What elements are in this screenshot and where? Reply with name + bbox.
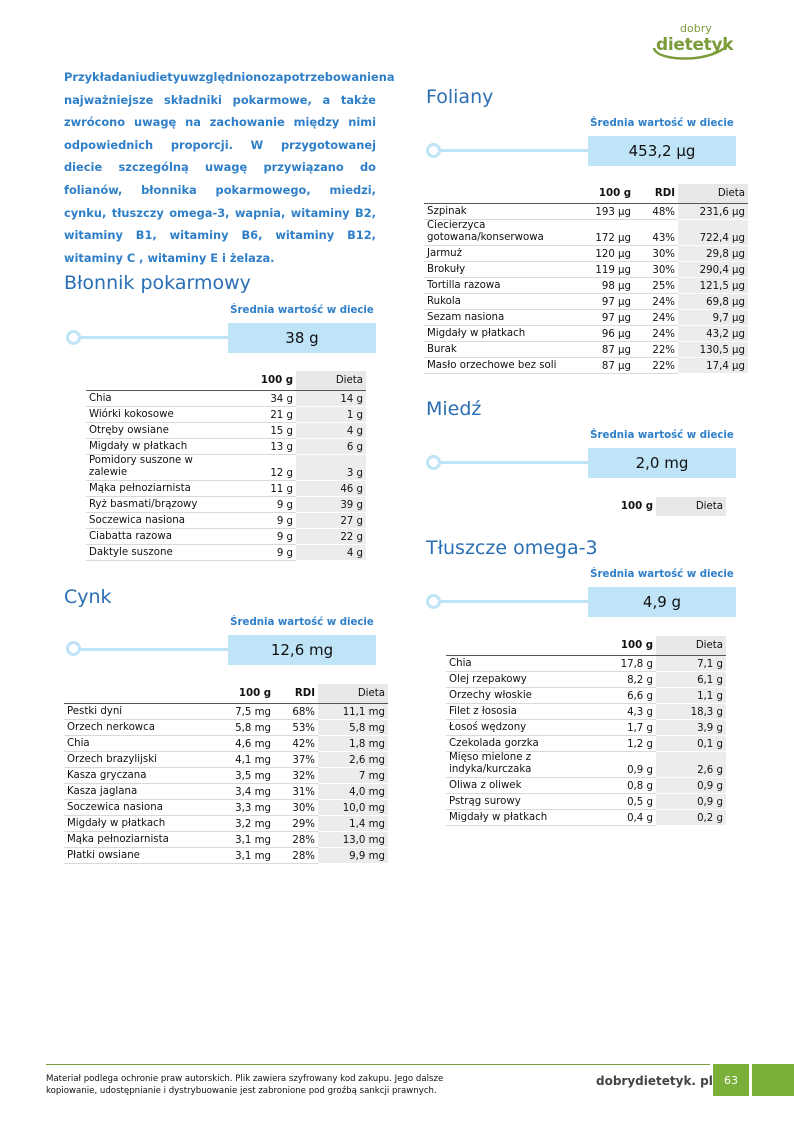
dieta-value-cell: 14 g — [296, 390, 366, 406]
table-row — [64, 831, 388, 847]
table-row — [64, 767, 388, 783]
value-bar-circle — [426, 455, 441, 470]
table-omega — [446, 636, 726, 826]
col-100g-header: 100 g — [620, 501, 653, 512]
dieta-value-cell: 69,8 µg — [678, 293, 748, 309]
dieta-value-cell: 17,4 µg — [678, 357, 748, 373]
col-dieta-header: Dieta — [678, 184, 748, 203]
value-100g-cell: 9 g — [226, 544, 296, 560]
food-name-cell: Ciecierzyca gotowana/konserwowa — [424, 219, 564, 245]
dieta-value-cell: 231,6 µg — [678, 203, 748, 219]
value-bar-circle — [66, 641, 81, 656]
food-name-cell: Chia — [86, 390, 226, 406]
rdi-cell: 30% — [634, 261, 678, 277]
value-bar-line — [434, 149, 594, 152]
food-name-cell: Łosoś wędzony — [446, 719, 586, 735]
food-name-cell: Wiórki kokosowe — [86, 406, 226, 422]
value-bar-circle — [426, 594, 441, 609]
dieta-value-cell: 7,1 g — [656, 655, 726, 671]
dieta-value-cell: 4,0 mg — [318, 783, 388, 799]
table-row — [424, 357, 748, 373]
food-name-cell: Chia — [446, 655, 586, 671]
table-row — [424, 309, 748, 325]
table-header-empty — [424, 184, 564, 203]
rdi-cell: 28% — [274, 831, 318, 847]
food-name-cell: Daktyle suszone — [86, 544, 226, 560]
value-bar-line — [434, 600, 594, 603]
value-100g-cell: 5,8 mg — [204, 719, 274, 735]
col-100g-header: 100 g — [204, 684, 274, 703]
dieta-value-cell: 5,8 mg — [318, 719, 388, 735]
value-100g-cell: 3,1 mg — [204, 831, 274, 847]
rdi-cell: 22% — [634, 357, 678, 373]
rdi-cell: 24% — [634, 309, 678, 325]
rdi-cell: 37% — [274, 751, 318, 767]
table-row — [424, 261, 748, 277]
dieta-value-cell: 9,7 µg — [678, 309, 748, 325]
table-row — [446, 719, 726, 735]
table-row — [64, 703, 388, 719]
value-100g-cell: 15 g — [226, 422, 296, 438]
food-name-cell: Filet z łososia — [446, 703, 586, 719]
dieta-value-cell: 4 g — [296, 544, 366, 560]
food-name-cell: Sezam nasiona — [424, 309, 564, 325]
table-row — [64, 751, 388, 767]
table-row — [86, 438, 366, 454]
food-name-cell: Burak — [424, 341, 564, 357]
food-name-cell: Soczewica nasiona — [86, 512, 226, 528]
table-row — [424, 341, 748, 357]
avg-label: Średnia wartość w diecie — [590, 430, 734, 441]
food-name-cell: Orzechy włoskie — [446, 687, 586, 703]
rdi-cell: 28% — [274, 847, 318, 863]
avg-value-box: 38 g — [228, 323, 376, 353]
dieta-value-cell: 0,2 g — [656, 809, 726, 825]
table-row — [86, 528, 366, 544]
rdi-cell: 32% — [274, 767, 318, 783]
food-name-cell: Migdały w płatkach — [424, 325, 564, 341]
table-row — [424, 277, 748, 293]
value-100g-cell: 98 µg — [564, 277, 634, 293]
dieta-value-cell: 18,3 g — [656, 703, 726, 719]
footer-accent-block — [752, 1064, 794, 1096]
avg-value-box: 2,0 mg — [588, 448, 736, 478]
value-100g-cell: 193 µg — [564, 203, 634, 219]
food-name-cell: Pestki dyni — [64, 703, 204, 719]
value-100g-cell: 34 g — [226, 390, 296, 406]
col-dieta-header: Dieta — [656, 497, 726, 516]
col-dieta-header: Dieta — [318, 684, 388, 703]
page-number: 63 — [713, 1064, 749, 1096]
table-row — [446, 793, 726, 809]
table-row — [446, 751, 726, 777]
food-name-cell: Soczewica nasiona — [64, 799, 204, 815]
rdi-cell: 30% — [634, 245, 678, 261]
logo-big-text: dietetyk — [656, 35, 734, 55]
table-header-empty — [446, 636, 586, 655]
value-100g-cell: 0,9 g — [586, 751, 656, 777]
value-100g-cell: 0,5 g — [586, 793, 656, 809]
table-row — [446, 735, 726, 751]
dieta-value-cell: 722,4 µg — [678, 219, 748, 245]
value-100g-cell: 0,8 g — [586, 777, 656, 793]
col-rdi-header: RDI — [274, 684, 318, 703]
value-bar-circle — [426, 143, 441, 158]
value-100g-cell: 87 µg — [564, 341, 634, 357]
value-100g-cell: 3,4 mg — [204, 783, 274, 799]
food-name-cell: Masło orzechowe bez soli — [424, 357, 564, 373]
value-100g-cell: 97 µg — [564, 309, 634, 325]
col-rdi-header: RDI — [634, 184, 678, 203]
section-title-omega: Tłuszcze omega-3 — [426, 537, 598, 559]
rdi-cell: 22% — [634, 341, 678, 357]
dieta-value-cell: 7 mg — [318, 767, 388, 783]
value-100g-cell: 172 µg — [564, 219, 634, 245]
dieta-value-cell: 9,9 mg — [318, 847, 388, 863]
col-100g-header: 100 g — [226, 371, 296, 390]
food-name-cell: Mąka pełnoziarnista — [86, 480, 226, 496]
table-row — [86, 454, 366, 480]
table-header-empty — [64, 684, 204, 703]
dieta-value-cell: 1 g — [296, 406, 366, 422]
col-dieta-header: Dieta — [656, 636, 726, 655]
dieta-value-cell: 0,9 g — [656, 777, 726, 793]
food-name-cell: Chia — [64, 735, 204, 751]
dieta-value-cell: 2,6 mg — [318, 751, 388, 767]
dieta-value-cell: 121,5 µg — [678, 277, 748, 293]
rdi-cell: 24% — [634, 293, 678, 309]
value-100g-cell: 87 µg — [564, 357, 634, 373]
section-title-miedz: Miedź — [426, 398, 482, 420]
col-100g-header: 100 g — [564, 184, 634, 203]
dieta-value-cell: 13,0 mg — [318, 831, 388, 847]
footer-copyright: Materiał podlega ochronie praw autorskich. Plik zawiera szyfrowany kod zakupu. Jego dalsze kopiowanie, udostępnianie i dystrybuowanie jest zabronione pod groźbą sankcji prawnych. — [46, 1074, 444, 1096]
table-row — [446, 809, 726, 825]
dieta-value-cell: 3,9 g — [656, 719, 726, 735]
table-row — [86, 496, 366, 512]
value-100g-cell: 12 g — [226, 454, 296, 480]
table-row — [64, 847, 388, 863]
value-100g-cell: 9 g — [226, 496, 296, 512]
rdi-cell: 29% — [274, 815, 318, 831]
rdi-cell: 42% — [274, 735, 318, 751]
food-name-cell: Ciabatta razowa — [86, 528, 226, 544]
value-100g-cell: 9 g — [226, 512, 296, 528]
value-100g-cell: 0,4 g — [586, 809, 656, 825]
table-header-empty — [86, 371, 226, 390]
dieta-value-cell: 6,1 g — [656, 671, 726, 687]
dieta-value-cell: 1,1 g — [656, 687, 726, 703]
table-row — [64, 719, 388, 735]
intro-paragraph: Przykładaniudietyuwzględnionozapotrzebowaniena najważniejsze składniki pokarmowe, a także zwrócono uwagę na zachowanie między nimi odpowiednich proporcji. W przygotowanej diecie szczególną uwagę przywiązano do folianów, błonnika pokarmowego, miedzi, cynku, tłuszczy omega-3, wapnia, witaminy B2, witaminy B1, witaminy B6, witaminy B12, witaminy C , witaminy E i żelaza. — [64, 70, 395, 265]
rdi-cell: 31% — [274, 783, 318, 799]
food-name-cell: Orzech nerkowca — [64, 719, 204, 735]
food-name-cell: Ryż basmati/brązowy — [86, 496, 226, 512]
avg-label: Średnia wartość w diecie — [590, 569, 734, 580]
dieta-value-cell: 29,8 µg — [678, 245, 748, 261]
food-name-cell: Oliwa z oliwek — [446, 777, 586, 793]
table-row — [86, 390, 366, 406]
dieta-value-cell: 39 g — [296, 496, 366, 512]
food-name-cell: Migdały w płatkach — [446, 809, 586, 825]
value-100g-cell: 119 µg — [564, 261, 634, 277]
rdi-cell: 48% — [634, 203, 678, 219]
rdi-cell: 68% — [274, 703, 318, 719]
dieta-value-cell: 290,4 µg — [678, 261, 748, 277]
col-100g-header: 100 g — [586, 636, 656, 655]
table-miedz — [586, 497, 726, 516]
dieta-value-cell: 1,8 mg — [318, 735, 388, 751]
value-bar-line — [434, 461, 594, 464]
food-name-cell: Pomidory suszone w zalewie — [86, 454, 226, 480]
table-row — [424, 293, 748, 309]
table-row — [446, 655, 726, 671]
avg-value-box: 453,2 µg — [588, 136, 736, 166]
value-100g-cell: 3,5 mg — [204, 767, 274, 783]
table-row — [64, 783, 388, 799]
value-100g-cell: 11 g — [226, 480, 296, 496]
rdi-cell: 25% — [634, 277, 678, 293]
table-row — [424, 219, 748, 245]
food-name-cell: Mąka pełnoziarnista — [64, 831, 204, 847]
value-bar-circle — [66, 330, 81, 345]
food-name-cell: Otręby owsiane — [86, 422, 226, 438]
value-100g-cell: 120 µg — [564, 245, 634, 261]
dieta-value-cell: 4 g — [296, 422, 366, 438]
footer-site-link[interactable]: dobrydietetyk. pl — [596, 1074, 713, 1088]
table-blonnik — [86, 371, 366, 561]
table-row — [446, 671, 726, 687]
food-name-cell: Pstrąg surowy — [446, 793, 586, 809]
value-100g-cell: 4,3 g — [586, 703, 656, 719]
value-100g-cell: 4,6 mg — [204, 735, 274, 751]
food-name-cell: Migdały w płatkach — [86, 438, 226, 454]
food-name-cell: Szpinak — [424, 203, 564, 219]
dieta-value-cell: 27 g — [296, 512, 366, 528]
avg-value-box: 12,6 mg — [228, 635, 376, 665]
dieta-value-cell: 22 g — [296, 528, 366, 544]
col-dieta-header: Dieta — [296, 371, 366, 390]
value-100g-cell: 7,5 mg — [204, 703, 274, 719]
logo-small-text: dobry — [680, 22, 712, 35]
food-name-cell: Czekolada gorzka — [446, 735, 586, 751]
table-row — [424, 245, 748, 261]
value-100g-cell: 9 g — [226, 528, 296, 544]
value-100g-cell: 97 µg — [564, 293, 634, 309]
avg-label: Średnia wartość w diecie — [230, 617, 374, 628]
table-foliany — [424, 184, 748, 374]
dieta-value-cell: 11,1 mg — [318, 703, 388, 719]
table-cynk — [64, 684, 388, 864]
value-100g-cell: 21 g — [226, 406, 296, 422]
value-100g-cell: 4,1 mg — [204, 751, 274, 767]
food-name-cell: Rukola — [424, 293, 564, 309]
dieta-value-cell: 2,6 g — [656, 751, 726, 777]
food-name-cell: Płatki owsiane — [64, 847, 204, 863]
food-name-cell: Jarmuż — [424, 245, 564, 261]
food-name-cell: Orzech brazylijski — [64, 751, 204, 767]
dieta-value-cell: 130,5 µg — [678, 341, 748, 357]
rdi-cell: 53% — [274, 719, 318, 735]
avg-label: Średnia wartość w diecie — [230, 305, 374, 316]
dieta-value-cell: 6 g — [296, 438, 366, 454]
value-bar-line — [74, 336, 234, 339]
dieta-value-cell: 43,2 µg — [678, 325, 748, 341]
rdi-cell: 24% — [634, 325, 678, 341]
value-100g-cell: 8,2 g — [586, 671, 656, 687]
dieta-value-cell: 3 g — [296, 454, 366, 480]
table-row — [86, 422, 366, 438]
dieta-value-cell: 0,9 g — [656, 793, 726, 809]
value-100g-cell: 1,2 g — [586, 735, 656, 751]
food-name-cell: Kasza jaglana — [64, 783, 204, 799]
avg-value-box: 4,9 g — [588, 587, 736, 617]
value-100g-cell: 3,2 mg — [204, 815, 274, 831]
value-100g-cell: 1,7 g — [586, 719, 656, 735]
dieta-value-cell: 46 g — [296, 480, 366, 496]
rdi-cell: 43% — [634, 219, 678, 245]
table-row — [446, 687, 726, 703]
food-name-cell: Migdały w płatkach — [64, 815, 204, 831]
food-name-cell: Kasza gryczana — [64, 767, 204, 783]
avg-label: Średnia wartość w diecie — [590, 118, 734, 129]
dieta-value-cell: 1,4 mg — [318, 815, 388, 831]
value-100g-cell: 3,3 mg — [204, 799, 274, 815]
value-100g-cell: 6,6 g — [586, 687, 656, 703]
table-row — [64, 815, 388, 831]
value-bar-line — [74, 648, 234, 651]
table-row — [446, 703, 726, 719]
table-row — [86, 406, 366, 422]
section-title-blonnik: Błonnik pokarmowy — [64, 272, 251, 294]
table-row — [424, 325, 748, 341]
food-name-cell: Mięso mielone z indyka/kurczaka — [446, 751, 586, 777]
table-row — [86, 512, 366, 528]
food-name-cell: Tortilla razowa — [424, 277, 564, 293]
table-row — [446, 777, 726, 793]
dieta-value-cell: 10,0 mg — [318, 799, 388, 815]
table-row — [64, 735, 388, 751]
logo — [646, 18, 740, 64]
table-row — [86, 480, 366, 496]
section-title-cynk: Cynk — [64, 586, 112, 608]
food-name-cell: Brokuły — [424, 261, 564, 277]
section-title-foliany: Foliany — [426, 86, 494, 108]
footer-divider — [46, 1064, 710, 1065]
value-100g-cell: 17,8 g — [586, 655, 656, 671]
table-row — [64, 799, 388, 815]
table-row — [86, 544, 366, 560]
value-100g-cell: 3,1 mg — [204, 847, 274, 863]
table-row — [424, 203, 748, 219]
food-name-cell: Olej rzepakowy — [446, 671, 586, 687]
rdi-cell: 30% — [274, 799, 318, 815]
dieta-value-cell: 0,1 g — [656, 735, 726, 751]
value-100g-cell: 96 µg — [564, 325, 634, 341]
value-100g-cell: 13 g — [226, 438, 296, 454]
